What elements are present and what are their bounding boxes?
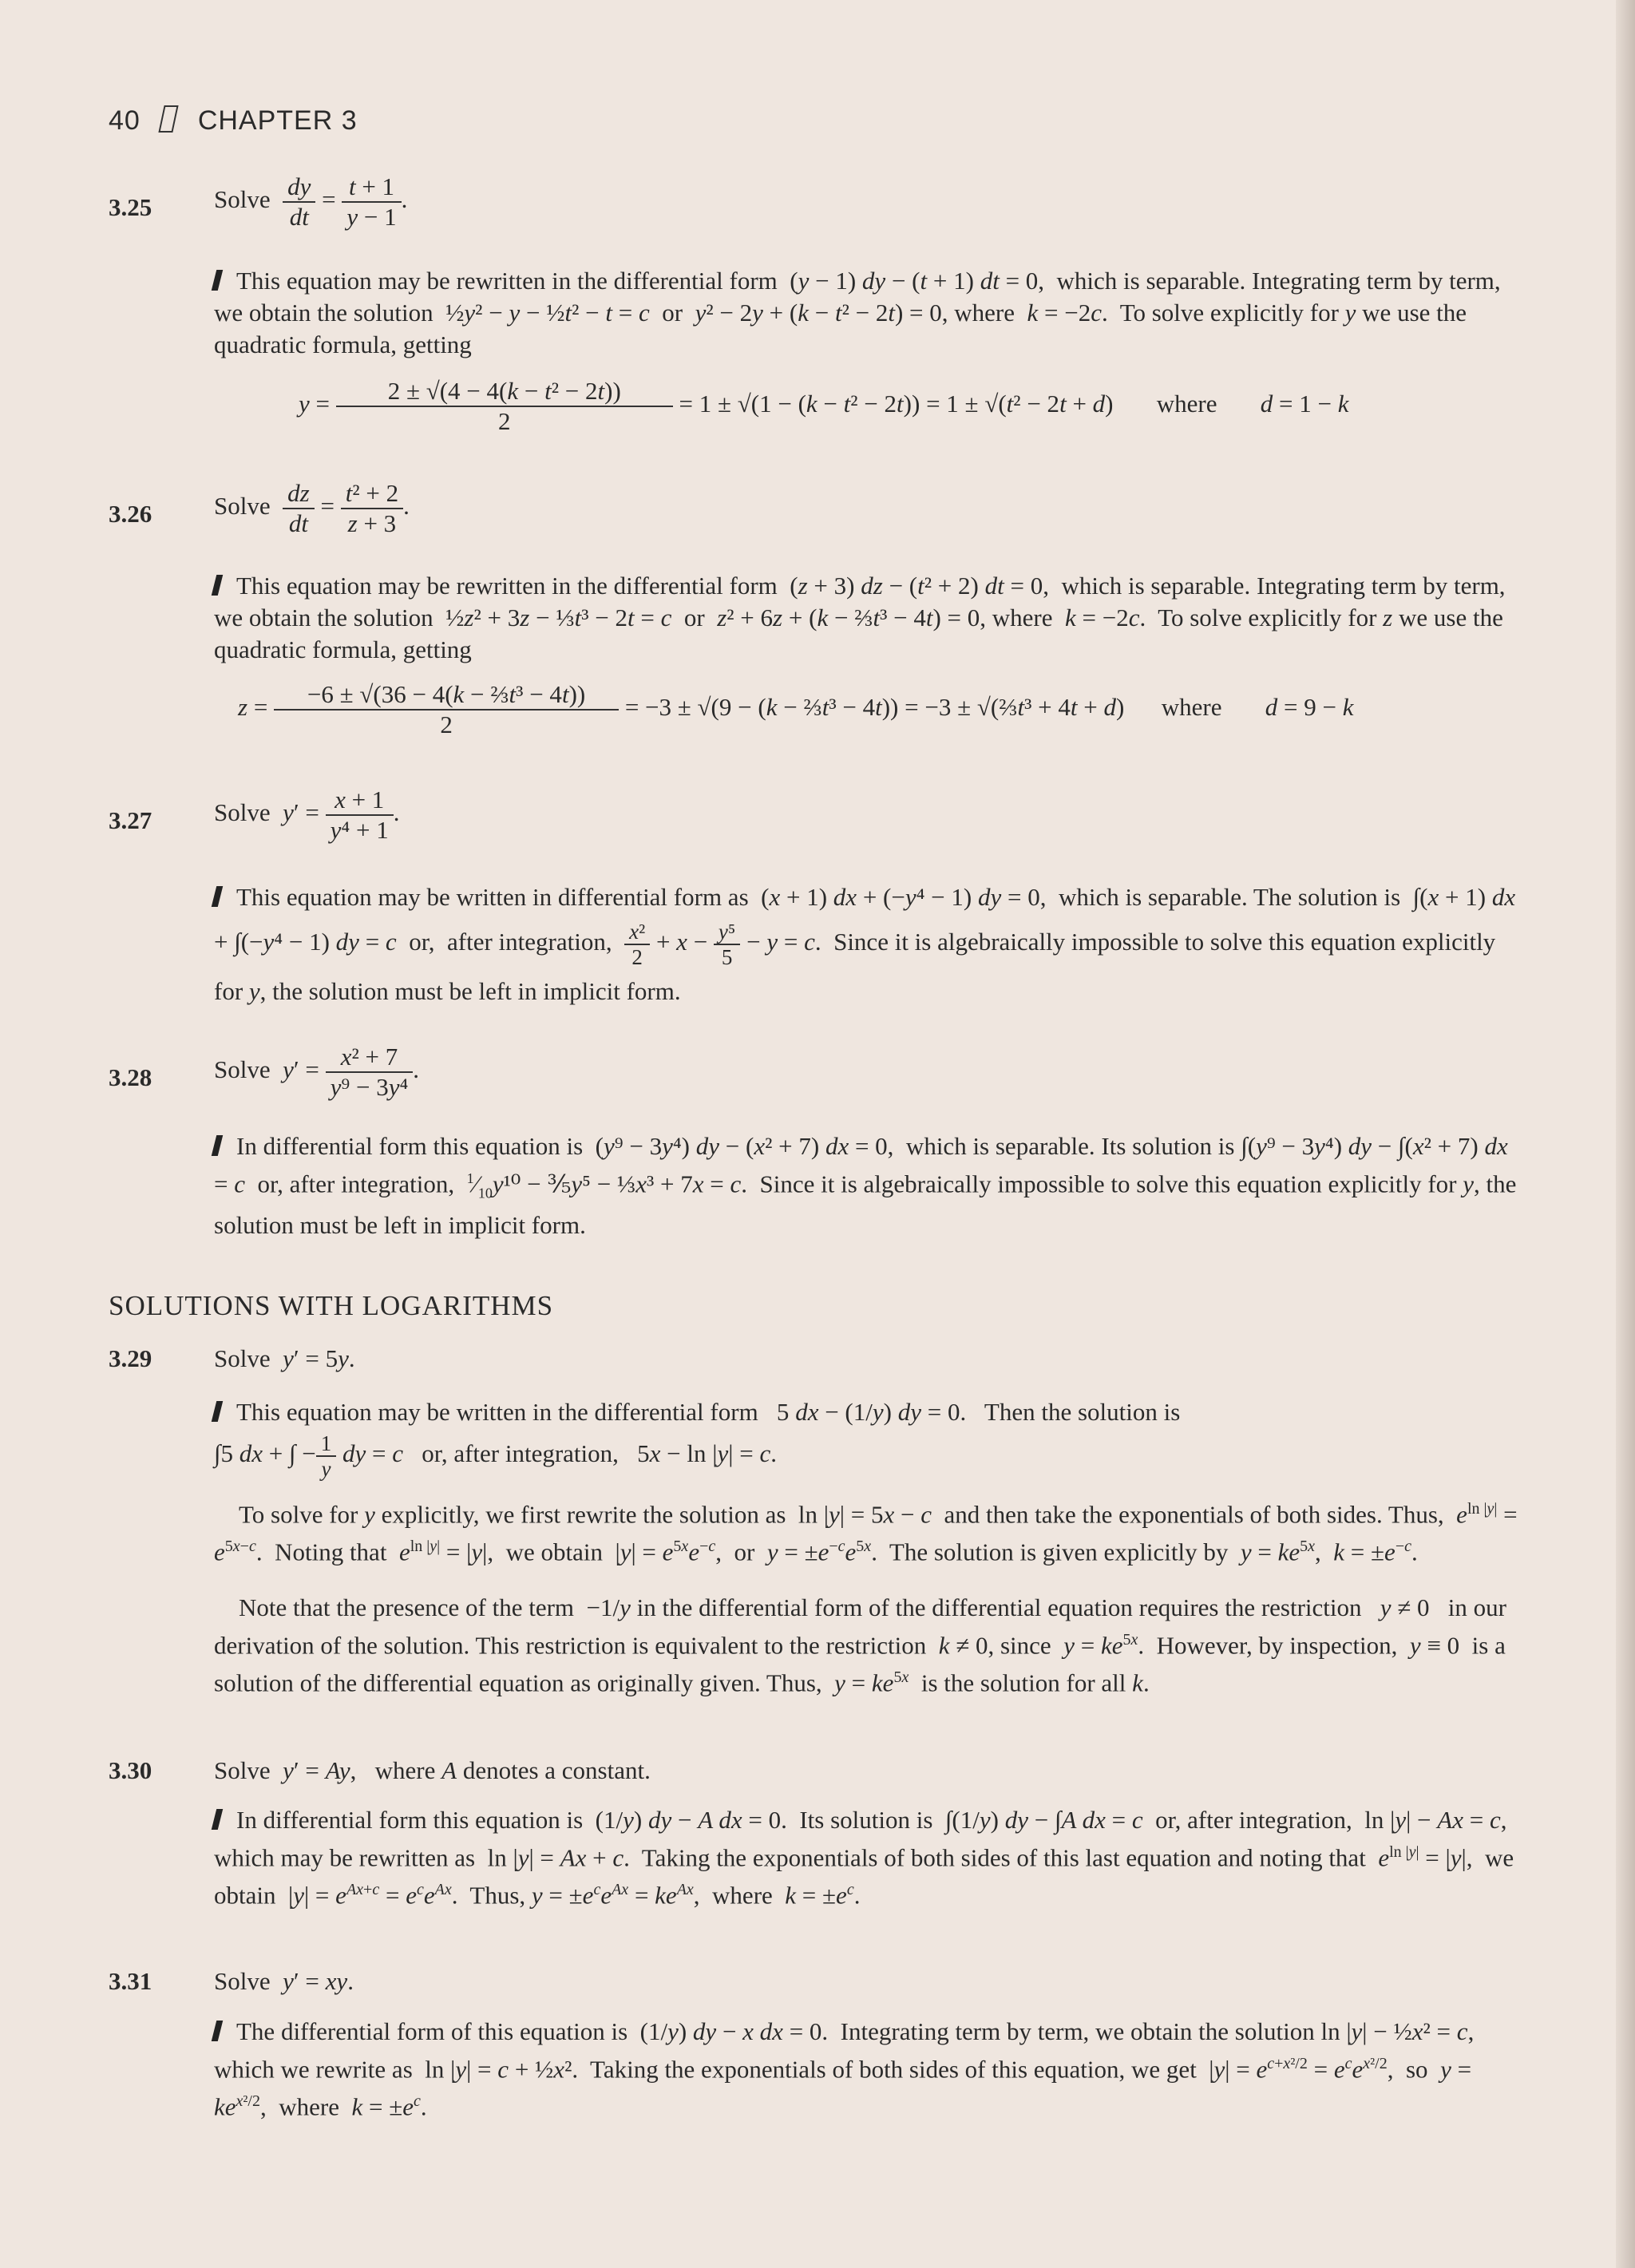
solution-paragraph: This equation may be rewritten in the differential form (z + 3) dz − (t² + 2) dt = 0, which is separable. Integrating term by term, we obtain the solution ½z² + 3z − ⅓t³ − 2t = c or z² + 6z + (k − ⅔t³ − 4t) = 0, where k = −2c. To solve explicitly for z we use the quadratic formula, getting — [214, 570, 1523, 666]
solution-paragraph: To solve for y explicitly, we first rewrite the solution as ln |y| = 5x − c and then take the exponentials of both sides. Thus, $e^{ln |y|} = e^{5x-c}$. Noting that $e^{ln |y|} = |y|$, we obtain $|y| = e^{5x}e^{-c}$, or $y = \pm e^{-c}e^{5x}$. The solution is given explicitly by $y = ke^{5x}$, $k = \pm e^{-c}$. — [214, 1500, 1518, 1566]
problem-statement: Solve y′ = 5y. — [214, 1344, 355, 1372]
problem-number: 3.31 — [109, 1967, 152, 1995]
problem-statement: Solve y′ = Ay, where A denotes a constant. — [214, 1756, 651, 1784]
problem-statement: Solve $\frac{dz}{dt}$ = $\frac{\text{t² + 2}}{z + 3}$ . — [214, 479, 410, 537]
solution-paragraph: This equation may be rewritten in the differential form (y − 1) dy − (t + 1) dt = 0, which is separable. Integrating term by term, we obtain the solution ½y² − y − ½t² − t = c or y² − 2y + (k − t² − 2t) = 0, where k = −2c. To solve explicitly for y we use the quadratic formula, getting — [214, 265, 1523, 361]
problem-number: 3.29 — [109, 1344, 152, 1372]
solution-marker-icon — [212, 270, 223, 291]
chapter-title: CHAPTER 3 — [197, 105, 358, 136]
problem-statement: Solve y′ = xy. — [214, 1967, 354, 1995]
solution-paragraph: The differential form of this equation is (1/y) dy − x dx = 0. Integrating term by term, we obtain the solution ln |y| − ½x² = c, which we rewrite as ln |y| = c + ½x². Taking the exponentials of both sides of this equation, we get $|y| = e^{c+x^2/2} = e^ce^{x^2/2}$, so $y = ke^{x^2/2}$, where $k = \pm e^c$. — [214, 2016, 1523, 2124]
section-heading: SOLUTIONS WITH LOGARITHMS — [109, 1290, 554, 1321]
solution-marker-icon — [212, 1135, 223, 1156]
solution-paragraph: In differential form this equation is (y⁹ − 3y⁴) dy − (x² + 7) dx = 0, which is separable. Its solution is ∫(y⁹ − 3y⁴) dy − ∫(x² + 7) dx = c or, after integration, $^1⁄_{10}y^{10}$ − ⅗y⁵ − ⅓x³ + 7x = c. Since it is algebraically impossible to solve this equation explicitly for y, the solution must be left in implicit form. — [214, 1130, 1523, 1241]
problem-number: 3.27 — [109, 806, 152, 834]
problem-statement: Solve $\frac{dy}{dt}$ = $\frac{t + 1}{y - 1}$ . — [214, 172, 408, 231]
solution-marker-icon — [212, 575, 223, 596]
page-edge — [1616, 0, 1635, 2268]
page-number: 40 — [109, 105, 141, 136]
problem-number: 3.28 — [109, 1063, 152, 1091]
problem-statement: Solve y′ = $\frac{\text{x² + 7}}{\text{y⁹ − 3y⁴}}$ . — [214, 1043, 420, 1101]
solution-paragraph: Note that the presence of the term −1/y in the differential form of the differential equation requires the restriction y ≠ 0 in our derivation of the solution. This restriction is equivalent to the restriction k ≠ 0, since $y = ke^{5x}$. However, by inspection, y ≡ 0 is a solution of the differential equation as originally given. Thus, $y = ke^{5x}$ is the solution for all k. — [214, 1593, 1506, 1697]
page-header — [109, 105, 358, 137]
solution-paragraph: This equation may be written in differential form as (x + 1) dx + (−y⁴ − 1) dy = 0, which is separable. The solution is ∫(x + 1) dx + ∫(−y⁴ − 1) dy = c or, after integration, $\frac{\text{x²}}{2}$ + x − $\frac{\text{y⁵}}{5}$ − y = c. Since it is algebraically impossible to solve this equation explicitly for y, the solution must be left in implicit form. — [214, 875, 1523, 1014]
solution-marker-icon — [212, 2021, 223, 2041]
solution-marker-icon — [212, 1401, 223, 1422]
problem-statement: Solve y′ = $\frac{x + 1}{\text{y⁴ + 1}}$ . — [214, 786, 400, 844]
equation: y = $\frac{\text{2 ± √(4 − 4(k − t² − 2t))}}{2}$ = 1 ± √(1 − (k − t² − 2t)) = 1 ± √(t² − 2t + d) where d = 1 − k — [299, 377, 1349, 435]
problem-number: 3.26 — [109, 500, 152, 528]
solution-marker-icon — [212, 886, 223, 907]
solution-marker-icon — [212, 1809, 223, 1830]
problem-number: 3.30 — [109, 1756, 152, 1784]
header-separator-icon — [158, 105, 178, 133]
equation: z = $\frac{\text{−6 ± √(36 − 4(k − ⅔t³ − 4t))}}{2}$ = −3 ± √(9 − (k − ⅔t³ − 4t)) = −3 ± √(⅔t³ + 4t + d) where d = 9 − k — [238, 680, 1354, 738]
solution-paragraph: In differential form this equation is (1/y) dy − A dx = 0. Its solution is ∫(1/y) dy − ∫A dx = c or, after integration, ln |y| − Ax = c, which may be rewritten as ln |y| = Ax + c. Taking the exponentials of both sides of this last equation and noting that $e^{ln |y|} = |y|$, we obtain $|y| = e^{Ax+c} = e^ce^{Ax}$. Thus, $y = \pm e^ce^{Ax} = ke^{Ax}$, where $k = \pm e^c$. — [214, 1804, 1523, 1912]
problem-number: 3.25 — [109, 193, 152, 221]
solution-paragraph: This equation may be written in the differential form 5 dx − (1/y) dy = 0. Then the solution is ∫5 dx + ∫ − $\frac{1}{y}$ dy = c or, after integration, 5x − ln |y| = c. — [214, 1393, 1523, 1481]
